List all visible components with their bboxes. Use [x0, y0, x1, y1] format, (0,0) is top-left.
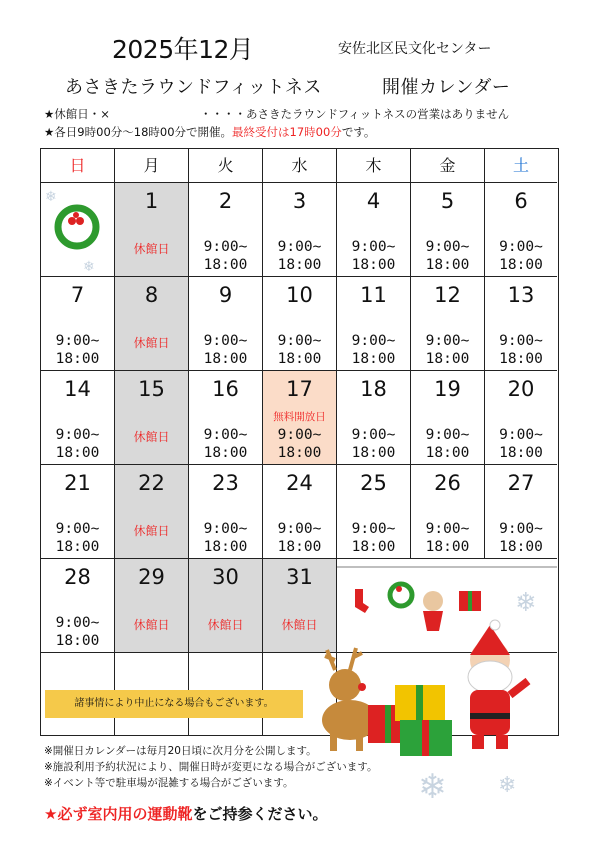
open-time: 9:00~	[203, 521, 248, 537]
svg-text:❄: ❄	[498, 773, 517, 798]
day-cell	[41, 465, 115, 559]
day-cell	[411, 465, 485, 559]
free-day-label: 無料開放日	[273, 411, 326, 423]
open-time: 9:00~	[425, 427, 470, 443]
close-time: 18:00	[425, 539, 470, 555]
day-number: 29	[138, 565, 165, 589]
open-time: 9:00~	[499, 427, 543, 443]
day-number: 28	[64, 565, 91, 589]
close-time: 18:00	[55, 351, 100, 367]
day-cell	[115, 371, 189, 465]
close-time: 18:00	[425, 351, 470, 367]
open-time: 9:00~	[277, 521, 322, 537]
footer-note-1: ※開催日カレンダーは毎月20日頃に次月分を公開します。	[44, 745, 317, 757]
weekday-thu: 木	[337, 149, 411, 183]
footer-note-2: ※施設利用予約状況により、開催日時が変更になる場合がございます。	[44, 761, 378, 773]
open-time: 9:00~	[351, 239, 396, 255]
open-time: 9:00~	[55, 615, 100, 631]
day-cell	[411, 277, 485, 371]
close-time: 18:00	[351, 257, 396, 273]
footer-note-3: ※イベント等で駐車場が混雑する場合がございます。	[44, 777, 294, 789]
day-cell	[41, 277, 115, 371]
day-cell	[337, 465, 411, 559]
open-time: 9:00~	[277, 427, 322, 443]
day-cell-free	[263, 371, 337, 465]
day-cell	[411, 371, 485, 465]
day-cell	[411, 183, 485, 277]
closed-label: 休館日	[133, 430, 170, 444]
open-time: 9:00~	[425, 521, 470, 537]
closed-legend: ★休館日・×	[44, 107, 110, 121]
calendar-month-title: 2025年12月	[112, 35, 254, 64]
close-time: 18:00	[55, 539, 100, 555]
day-number: 26	[434, 471, 461, 495]
shoes-reminder-star: ★必ず	[44, 805, 88, 823]
hours-note	[44, 124, 375, 140]
day-cell	[337, 277, 411, 371]
closed-legend-desc: ・・・・あさきたラウンドフィットネスの営業はありません	[200, 107, 510, 121]
closed-label: 休館日	[207, 618, 244, 632]
day-cell	[263, 277, 337, 371]
day-cell	[485, 183, 557, 277]
svg-text:❄: ❄	[45, 189, 57, 205]
close-time: 18:00	[277, 351, 322, 367]
closed-label: 休館日	[133, 618, 170, 632]
open-time: 9:00~	[425, 333, 470, 349]
shoes-reminder-end: をご持参ください。	[192, 805, 328, 823]
open-time: 9:00~	[351, 333, 396, 349]
day-number: 27	[507, 471, 535, 495]
day-cell	[189, 183, 263, 277]
day-cell	[189, 277, 263, 371]
weekday-fri: 金	[411, 149, 485, 183]
day-cell	[115, 559, 189, 653]
day-cell	[485, 465, 557, 559]
day-number: 25	[360, 471, 387, 495]
day-cell-empty	[41, 183, 115, 277]
day-cell	[337, 371, 411, 465]
close-time: 18:00	[203, 445, 248, 461]
day-number: 24	[286, 471, 313, 495]
open-time: 9:00~	[55, 427, 100, 443]
day-number: 30	[212, 565, 239, 589]
open-time: 9:00~	[203, 427, 248, 443]
day-cell	[189, 465, 263, 559]
hours-note-text: ★各日9時00分～18時00分で開催。	[44, 125, 233, 139]
open-time: 9:00~	[351, 521, 396, 537]
day-cell	[485, 277, 557, 371]
svg-text:❄: ❄	[418, 767, 447, 807]
day-cell	[337, 183, 411, 277]
closed-label: 休館日	[133, 336, 170, 350]
wreath-icon	[41, 183, 115, 277]
day-number: 16	[212, 377, 239, 401]
day-number: 12	[434, 283, 461, 307]
weekday-sat: 土	[485, 149, 557, 183]
close-time: 18:00	[55, 445, 100, 461]
svg-text:❄: ❄	[515, 588, 537, 618]
closed-label: 休館日	[133, 242, 170, 256]
day-number: 22	[138, 471, 165, 495]
svg-text:❄: ❄	[83, 259, 95, 275]
notice-banner: 諸事情により中止になる場合もございます。	[45, 690, 303, 718]
event-title: あさきたラウンドフィットネス	[65, 77, 322, 98]
close-time: 18:00	[277, 539, 322, 555]
facility-name: 安佐北区民文化センター	[338, 41, 492, 57]
day-cell	[41, 559, 115, 653]
day-number: 3	[292, 189, 307, 213]
close-time: 18:00	[425, 257, 470, 273]
close-time: 18:00	[351, 445, 396, 461]
close-time: 18:00	[425, 445, 470, 461]
last-entry-note: 最終受付は17時00分	[232, 125, 342, 139]
day-number: 9	[218, 283, 233, 307]
open-time: 9:00~	[499, 333, 543, 349]
close-time: 18:00	[55, 633, 100, 649]
day-number: 5	[440, 189, 455, 213]
close-time: 18:00	[203, 539, 248, 555]
close-time: 18:00	[499, 539, 543, 555]
indoor-shoes-emphasis: 室内用の運動靴	[87, 805, 193, 823]
day-cell	[115, 465, 189, 559]
day-cell	[115, 183, 189, 277]
day-number: 17	[286, 377, 313, 401]
open-time: 9:00~	[277, 239, 322, 255]
open-time: 9:00~	[425, 239, 470, 255]
close-time: 18:00	[277, 257, 322, 273]
calendar-label: 開催カレンダー	[382, 77, 511, 98]
weekday-wed: 水	[263, 149, 337, 183]
open-time: 9:00~	[499, 239, 543, 255]
weekday-mon: 月	[115, 149, 189, 183]
day-number: 19	[434, 377, 461, 401]
closed-label: 休館日	[281, 618, 318, 632]
weekday-tue: 火	[189, 149, 263, 183]
day-number: 7	[70, 283, 85, 307]
day-number: 15	[138, 377, 165, 401]
close-time: 18:00	[499, 445, 543, 461]
day-number: 20	[507, 377, 535, 401]
day-number: 14	[64, 377, 91, 401]
snowflake-icon	[418, 762, 568, 812]
day-cell	[263, 183, 337, 277]
day-number: 11	[360, 283, 387, 307]
day-cell	[115, 277, 189, 371]
open-time: 9:00~	[203, 333, 248, 349]
day-cell	[485, 371, 557, 465]
close-time: 18:00	[203, 257, 248, 273]
open-time: 9:00~	[203, 239, 248, 255]
day-cell	[189, 371, 263, 465]
close-time: 18:00	[351, 539, 396, 555]
close-time: 18:00	[203, 351, 248, 367]
close-time: 18:00	[499, 351, 543, 367]
open-time: 9:00~	[55, 521, 100, 537]
hours-note-end: です。	[341, 125, 376, 139]
day-number: 8	[144, 283, 159, 307]
day-number: 1	[144, 189, 159, 213]
day-cell	[263, 465, 337, 559]
santa-reindeer-illustration	[300, 615, 540, 765]
open-time: 9:00~	[277, 333, 322, 349]
closed-label: 休館日	[133, 524, 170, 538]
close-time: 18:00	[499, 257, 543, 273]
day-number: 13	[507, 283, 535, 307]
day-number: 23	[212, 471, 239, 495]
day-number: 18	[360, 377, 387, 401]
close-time: 18:00	[277, 445, 322, 461]
weekday-sun: 日	[41, 149, 115, 183]
day-number: 10	[286, 283, 313, 307]
open-time: 9:00~	[351, 427, 396, 443]
day-cell	[41, 371, 115, 465]
day-number: 31	[286, 565, 313, 589]
shoes-reminder	[44, 803, 327, 824]
day-number: 4	[366, 189, 381, 213]
day-number: 6	[514, 189, 528, 213]
day-number: 2	[218, 189, 233, 213]
open-time: 9:00~	[499, 521, 543, 537]
day-number: 21	[64, 471, 91, 495]
open-time: 9:00~	[55, 333, 100, 349]
day-cell	[189, 559, 263, 653]
close-time: 18:00	[351, 351, 396, 367]
